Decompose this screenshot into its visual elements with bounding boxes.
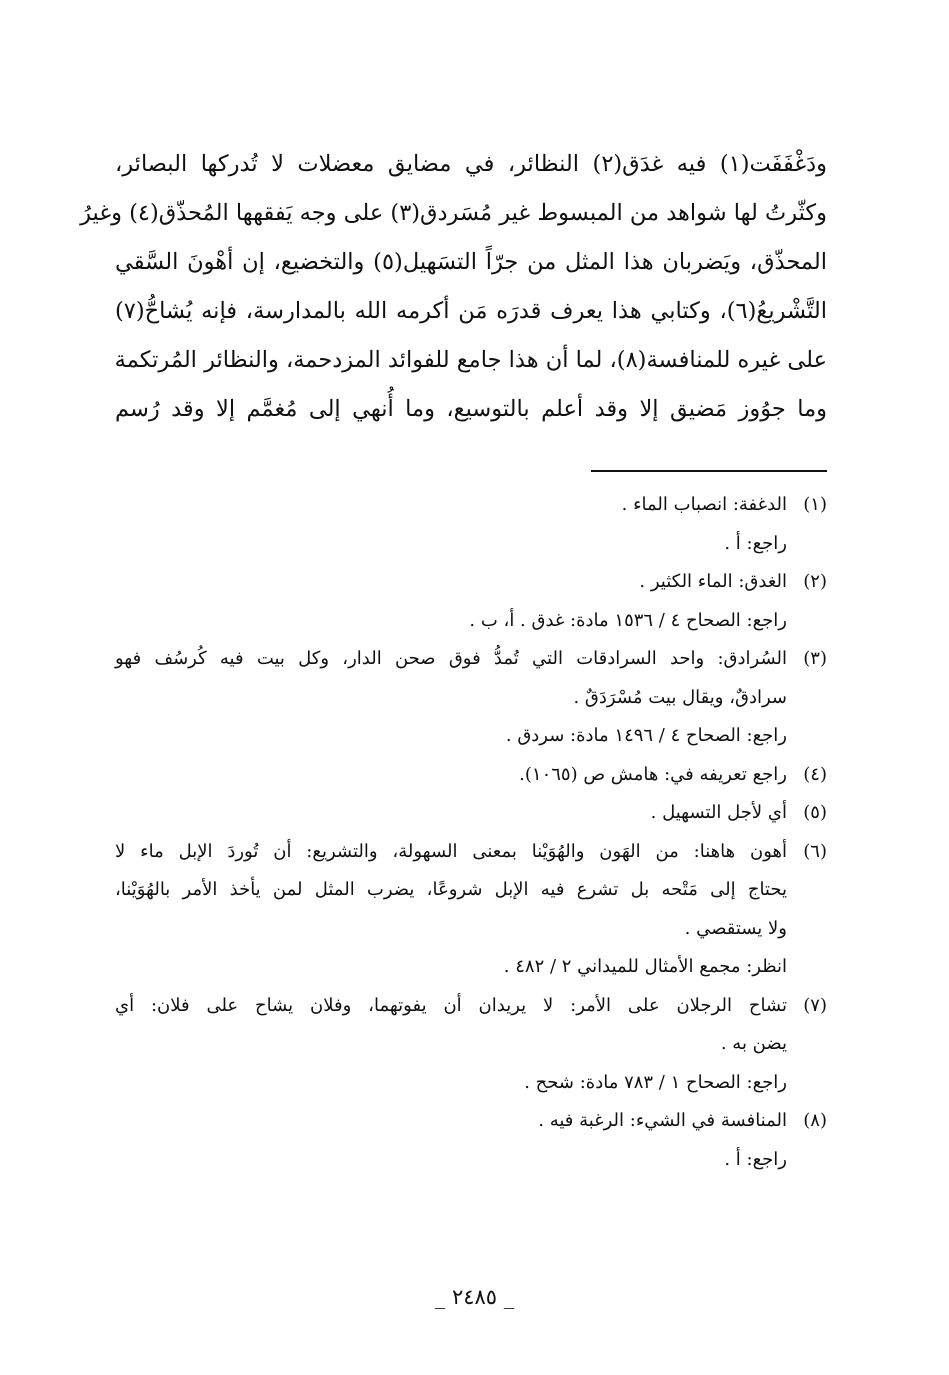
- footnote-line: انظر: مجمع الأمثال للميداني ٢ / ٤٨٢ .: [503, 956, 787, 977]
- footnotes: [115, 486, 827, 1179]
- footnote-2: [115, 563, 827, 640]
- main-text-line: المحذّق، ويَضربان هذا المثل من جرّاً التسَهيل(٥) والتخضيع، إن أهْونَ السَّقي: [115, 249, 827, 275]
- footnote-number: (٤): [803, 763, 827, 785]
- footnote-line: أهون هاهنا: من الهَون والهُوَيْنا بمعنى السهولة، والتشريع: أن تُوردَ الإبل ماء لا: [115, 840, 787, 862]
- footnote-number: (٣): [803, 648, 827, 669]
- footnote-separator: [591, 470, 827, 472]
- footnote-line: أي لأجل التسهيل .: [650, 802, 787, 823]
- footnote-3: [115, 640, 827, 756]
- footnote-line: ولا يستقصي .: [684, 917, 787, 939]
- footnote-line: سرادقٌ، ويقال بيت مُسْرَدَقٌ .: [573, 686, 787, 708]
- footnote-line: راجع: أ .: [724, 1148, 787, 1170]
- footnote-line: يضن به .: [720, 1033, 787, 1054]
- footnote-line: راجع: الصحاح ١ / ٧٨٣ مادة: شحح .: [524, 1071, 787, 1093]
- main-text-line: وكثّرتُ لها شواهد من المبسوط غير مُسَردق(٣) على وجه يَفقهها المُحذّق(٤) وغيرُ: [80, 200, 827, 226]
- main-text-line: على غيره للمنافسة(٨)، لما أن هذا جامع للفوائد المزدحمة، والنظائر المُرتكمة: [114, 347, 827, 373]
- footnote-4: [115, 756, 827, 795]
- footnote-1: [115, 486, 827, 563]
- footnote-line: راجع: الصحاح ٤ / ١٤٩٦ مادة: سردق .: [505, 725, 787, 746]
- footnote-line: راجع تعريفه في: هامش ص (١٠٦٥).: [519, 763, 787, 785]
- footnote-number: (٧): [803, 994, 827, 1016]
- main-text-line: وما جوُوز مَضيق إلا وقد أعلم بالتوسيع، وما أُنهي إلى مُغمَّم إلا وقد رُسم: [115, 396, 827, 422]
- footnote-line: راجع: أ .: [724, 532, 787, 554]
- footnote-8: [115, 1102, 827, 1179]
- footnote-6: [115, 833, 827, 987]
- footnote-line: المنافسة في الشيء: الرغبة فيه .: [538, 1110, 787, 1131]
- footnote-line: الغدق: الماء الكثير .: [639, 571, 787, 592]
- main-text: [80, 140, 827, 434]
- main-text-line: ودَغْفَفَت(١) فيه غدَق(٢) النظائر، في مضايق معضلات لا تُدركها البصائر،: [115, 151, 827, 177]
- footnote-5: [115, 794, 827, 833]
- footnote-number: (٦): [803, 840, 827, 862]
- footnote-number: (١): [803, 494, 827, 515]
- footnote-7: [115, 987, 827, 1103]
- footnote-line: السُرادق: واحد السرادقات التي تُمدُّ فوق صحن الدار، وكل بيت فيه كُرسُف فهو: [115, 648, 787, 669]
- footnote-line: الدغفة: انصباب الماء .: [621, 494, 787, 515]
- footnote-number: (٢): [803, 571, 827, 592]
- footnote-line: يحتاج إلى مَتْحه بل تشرع فيه الإبل شروعًا، يضرب المثل لمن يأخذ الأمر بالهُوَيْنا،: [115, 879, 787, 900]
- footnote-number: (٥): [803, 802, 827, 823]
- main-text-line: التَّشْريعُ(٦)، وكتابي هذا يعرف قدرَه مَن أكرمه الله بالمدارسة، فإنه يُشاحُّ(٧): [115, 298, 827, 324]
- footnote-line: تشاح الرجلان على الأمر: لا يريدان أن يفوتهما، وفلان يشاح على فلان: أي: [115, 994, 787, 1016]
- footnote-line: راجع: الصحاح ٤ / ١٥٣٦ مادة: غدق . أ، ب .: [469, 609, 787, 631]
- footnote-number: (٨): [803, 1110, 827, 1131]
- page-number: _ ٢٤٨٥ _: [434, 1285, 515, 1309]
